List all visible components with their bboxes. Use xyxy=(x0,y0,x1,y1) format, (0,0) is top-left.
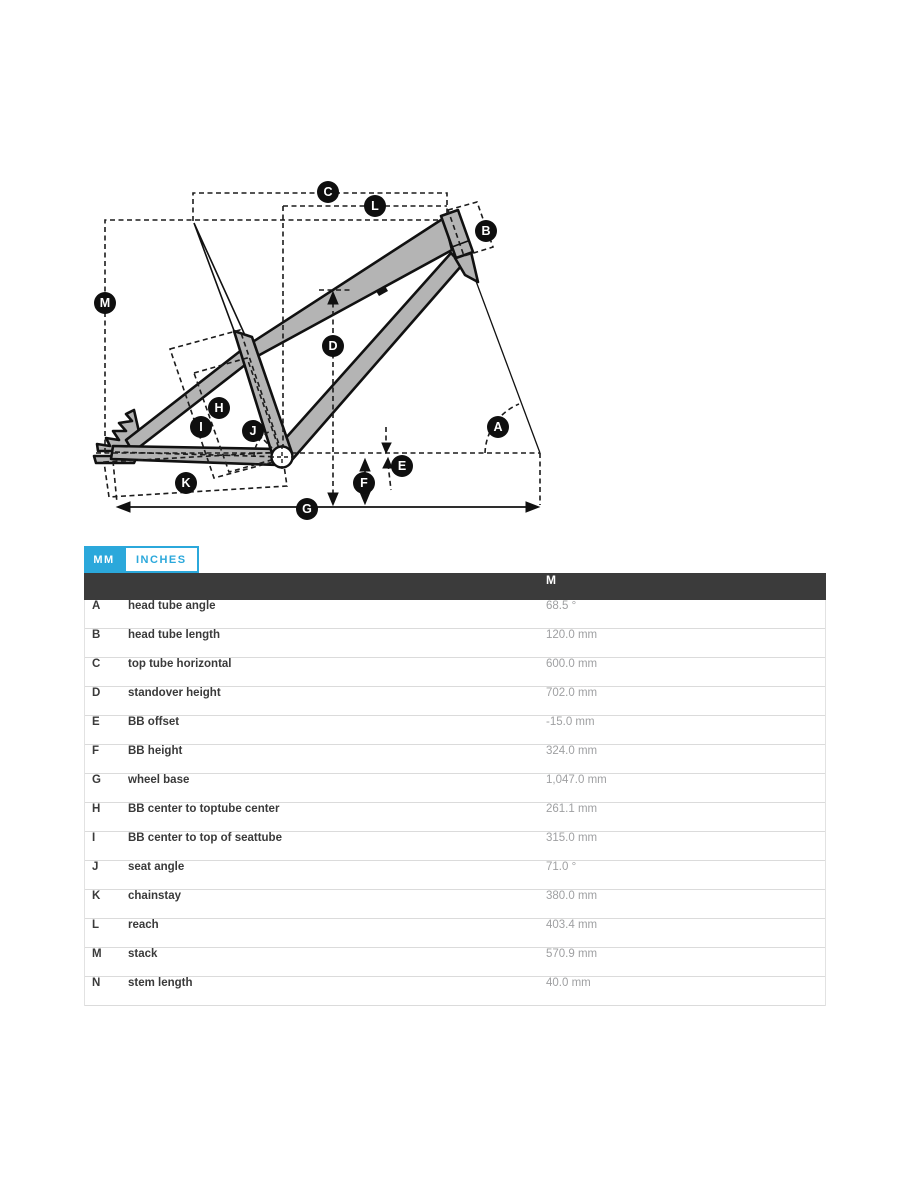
geo-row-label: stack xyxy=(128,948,158,960)
geo-row-label: BB offset xyxy=(128,716,180,728)
geo-table-row xyxy=(85,803,825,832)
marker-b: B xyxy=(475,220,497,242)
geo-row-letter: B xyxy=(92,629,101,641)
geo-row-value: 570.9 mm xyxy=(546,948,598,960)
marker-k: K xyxy=(175,472,197,494)
geo-row-letter: J xyxy=(92,861,99,873)
geo-row-label: seat angle xyxy=(128,861,185,873)
wheelbase-arrow-left xyxy=(117,502,130,512)
standover-arrow-down xyxy=(328,493,338,505)
geo-table-row xyxy=(85,919,825,948)
geo-row-label: head tube length xyxy=(128,629,220,641)
geo-row-value: 120.0 mm xyxy=(546,629,598,641)
geo-row-label: BB center to top of seattube xyxy=(128,832,282,844)
seatpost-axis-line xyxy=(194,223,244,336)
geo-row-label: reach xyxy=(128,919,159,931)
geo-table-row xyxy=(85,600,825,629)
geo-row-value: 702.0 mm xyxy=(546,687,598,699)
geo-row-letter: N xyxy=(92,977,101,989)
geo-row-letter: K xyxy=(92,890,101,902)
marker-f: F xyxy=(353,472,375,494)
marker-l: L xyxy=(364,195,386,217)
geo-row-letter: D xyxy=(92,687,101,699)
geometry-diagram xyxy=(0,0,900,545)
geo-row-letter: F xyxy=(92,745,100,757)
unit-tabs xyxy=(84,546,199,573)
size-column-header: M xyxy=(546,573,556,587)
geo-row-letter: L xyxy=(92,919,100,931)
bottom-bracket xyxy=(272,447,293,468)
geo-table-row xyxy=(85,716,825,745)
geo-table-body xyxy=(85,600,825,1006)
marker-j: J xyxy=(242,420,264,442)
geo-row-value: 380.0 mm xyxy=(546,890,598,902)
geo-row-value: 261.1 mm xyxy=(546,803,598,815)
bb-offset-arrow-down xyxy=(382,443,391,453)
marker-d: D xyxy=(322,335,344,357)
geo-row-letter: A xyxy=(92,600,101,612)
tab-mm[interactable]: MM xyxy=(84,546,124,573)
geo-row-label: chainstay xyxy=(128,890,182,902)
marker-m: M xyxy=(94,292,116,314)
bb-height-arrow-up xyxy=(360,459,370,471)
marker-c: C xyxy=(317,181,339,203)
geo-table-row xyxy=(85,629,825,658)
geo-row-value: 403.4 mm xyxy=(546,919,598,931)
geo-table-row xyxy=(85,890,825,919)
geo-row-value: -15.0 mm xyxy=(546,716,595,728)
geo-row-label: top tube horizontal xyxy=(128,658,232,670)
geo-row-label: wheel base xyxy=(128,774,190,786)
toptube-seatstay xyxy=(126,218,452,452)
marker-e: E xyxy=(391,455,413,477)
geo-row-value: 324.0 mm xyxy=(546,745,598,757)
geo-row-label: head tube angle xyxy=(128,600,216,612)
geo-table-row xyxy=(85,861,825,890)
geo-row-letter: I xyxy=(92,832,96,844)
geo-row-letter: M xyxy=(92,948,102,960)
geo-table-row xyxy=(85,977,825,1006)
geo-row-letter: H xyxy=(92,803,101,815)
marker-g: G xyxy=(296,498,318,520)
marker-i: I xyxy=(190,416,212,438)
geo-row-value: 68.5 ° xyxy=(546,600,577,612)
geo-row-label: BB height xyxy=(128,745,183,757)
marker-h: H xyxy=(208,397,230,419)
geo-row-value: 600.0 mm xyxy=(546,658,598,670)
geo-row-value: 71.0 ° xyxy=(546,861,577,873)
geo-table-row xyxy=(85,745,825,774)
geo-row-letter: G xyxy=(92,774,101,786)
geo-table-row xyxy=(85,832,825,861)
geometry-table-header xyxy=(84,573,826,600)
geo-row-label: stem length xyxy=(128,977,193,989)
geo-row-value: 40.0 mm xyxy=(546,977,591,989)
geo-row-label: BB center to toptube center xyxy=(128,803,280,815)
geo-row-value: 1,047.0 mm xyxy=(546,774,607,786)
geo-row-label: standover height xyxy=(128,687,221,699)
geo-table-row xyxy=(85,948,825,977)
geo-row-letter: C xyxy=(92,658,101,670)
geo-table-row xyxy=(85,774,825,803)
geo-table-row xyxy=(85,687,825,716)
bike-frame xyxy=(94,210,478,465)
geo-table-row xyxy=(85,658,825,687)
marker-a: A xyxy=(487,416,509,438)
geo-row-letter: E xyxy=(92,716,100,728)
geometry-table xyxy=(84,573,826,1006)
geo-row-value: 315.0 mm xyxy=(546,832,598,844)
wheelbase-arrow-right xyxy=(526,502,539,512)
tab-inches[interactable]: INCHES xyxy=(124,546,199,573)
